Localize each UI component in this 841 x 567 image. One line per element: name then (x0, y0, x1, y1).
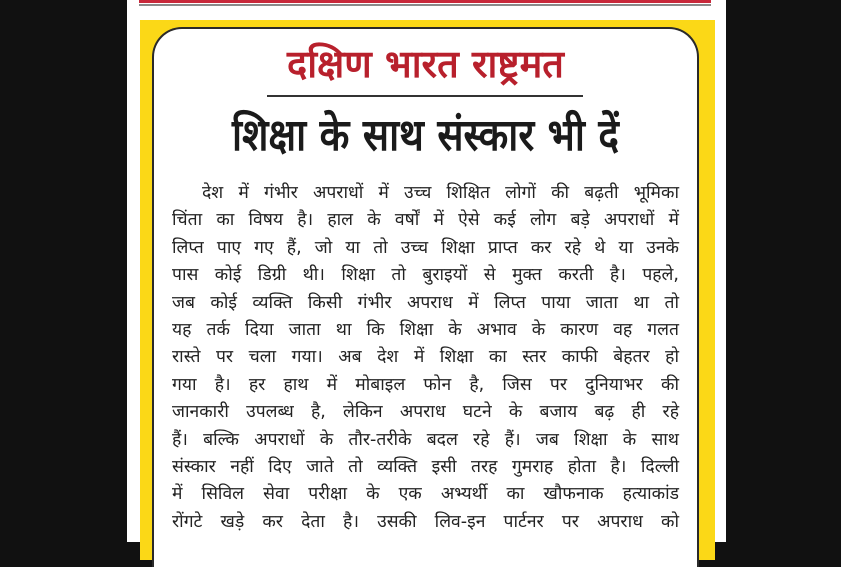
body-line: चिंता का विषय है। हाल के वर्षों में ऐसे कई लोग बड़े अपराधों में (172, 210, 679, 231)
body-line: जब कोई व्यक्ति किसी गंभीर अपराध में लिप्त पाया जाता था तो (172, 292, 679, 313)
body-line: रोंगटे खड़े कर देता है। उसकी लिव-इन पार्टनर पर अपराध को (172, 511, 679, 532)
body-line: संस्कार नहीं दिए जाते तो व्यक्ति इसी तरह गुमराह होता है। दिल्ली (172, 456, 679, 477)
headline: शिक्षा के साथ संस्कार भी दें (232, 110, 619, 161)
body-line: देश में गंभीर अपराधों में उच्च शिक्षित लोगों की बढ़ती भूमिका (202, 183, 679, 203)
body-line: में सिविल सेवा परीक्षा के एक अभ्यर्थी का खौफनाक हत्याकांड (172, 484, 679, 505)
body-line: पास कोई डिग्री थी। शिक्षा तो बुराइयों से मुक्त करती है। पहले, (172, 265, 679, 286)
article-body (172, 180, 679, 536)
article-box (152, 27, 699, 567)
article-frame (140, 20, 715, 560)
newspaper-clipping (127, 0, 726, 542)
body-line: हैं। बल्कि अपराधों के तौर-तरीके बदल रहे हैं। जब शिक्षा के साथ (172, 429, 679, 450)
body-line: लिप्त पाए गए हैं, जो या तो उच्च शिक्षा प्राप्त कर रहे थे या उनके (172, 237, 679, 258)
body-line: यह तर्क दिया जाता था कि शिक्षा के अभाव के कारण वह गलत (172, 319, 679, 340)
body-line: रास्ते पर चला गया। अब देश में शिक्षा का स्तर काफी बेहतर हो (172, 347, 679, 368)
top-rule-gray (139, 4, 711, 6)
body-line: गया है। हर हाथ में मोबाइल फोन है, जिस पर दुनियाभर की (172, 374, 679, 395)
top-rule-red (139, 0, 711, 3)
masthead: दक्षिण भारत राष्ट्रमत (287, 42, 564, 86)
body-line: जानकारी उपलब्ध है, लेकिन अपराध घटने के बजाय बढ़ ही रहे (172, 402, 679, 423)
masthead-divider (267, 95, 583, 97)
